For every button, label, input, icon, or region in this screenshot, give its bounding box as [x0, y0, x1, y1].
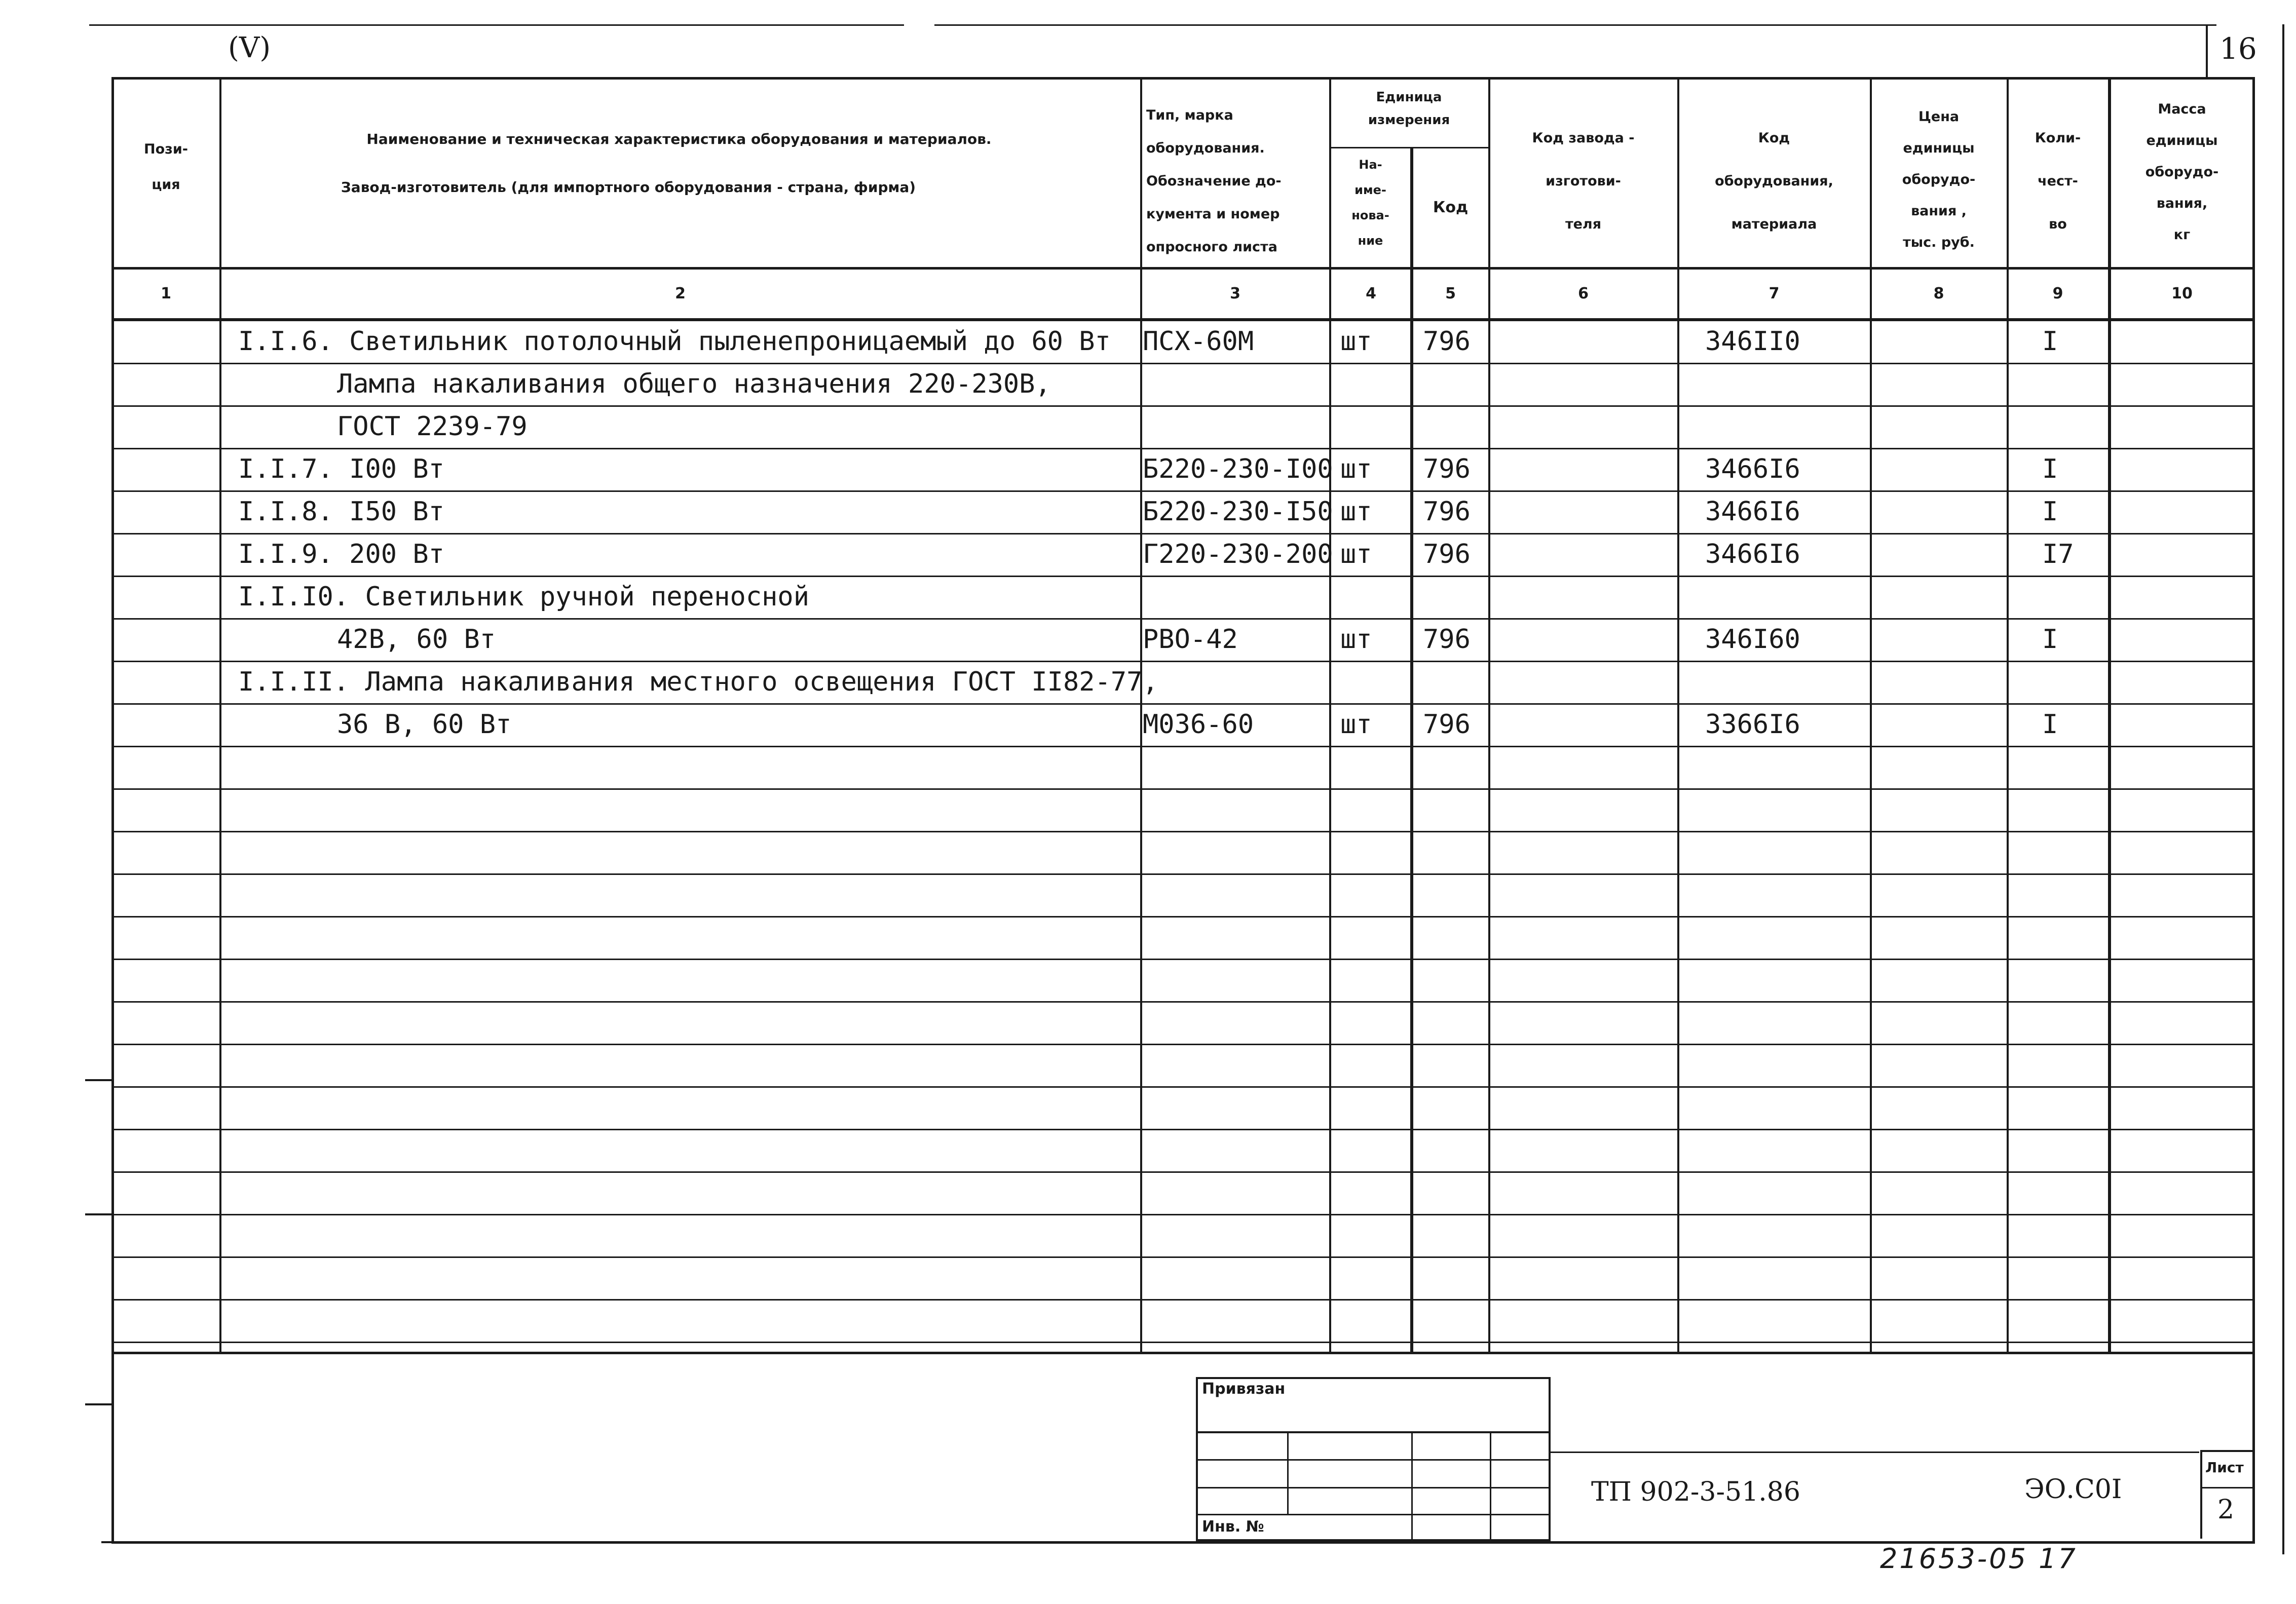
row-rule	[111, 873, 2255, 875]
col-number-3: 3	[1230, 285, 1240, 302]
header-equipment-code-line2: оборудования,	[1715, 173, 1833, 189]
row-equipment-code: 3466I6	[1705, 454, 1800, 484]
header-plant-code-line3: теля	[1565, 216, 1602, 232]
stamp-inv-label: Инв. №	[1202, 1518, 1264, 1536]
row-rule	[111, 831, 2255, 832]
header-unit-name-line1: На-	[1359, 158, 1382, 172]
header-mass-line5: кг	[2173, 227, 2191, 243]
row-type: Б220-230-I00	[1143, 454, 1333, 484]
header-price	[1872, 101, 2005, 258]
header-position	[114, 132, 218, 203]
row-rule	[111, 1214, 2255, 1215]
header-mass-line2: единицы	[2146, 133, 2218, 148]
row-quantity: I	[2042, 454, 2058, 484]
row-rule	[111, 1256, 2255, 1258]
row-quantity: I	[2042, 497, 2058, 527]
row-unit-code: 796	[1423, 326, 1471, 357]
col-number-8: 8	[1933, 285, 1944, 302]
row-equipment-code: 346II0	[1705, 326, 1800, 357]
col-number-7: 7	[1768, 285, 1780, 302]
margin-tick-2	[85, 1213, 111, 1215]
body-bottom-rule	[111, 1352, 2255, 1354]
header-equipment-code-line3: материала	[1731, 216, 1817, 232]
row-rule	[111, 1171, 2255, 1173]
row-unit-code: 796	[1423, 624, 1471, 655]
header-quantity-line1: Коли-	[2035, 130, 2081, 146]
header-mass	[2111, 94, 2253, 251]
row-quantity: I7	[2042, 539, 2074, 569]
col-number-10: 10	[2171, 285, 2193, 302]
stamp-rule-3	[1196, 1487, 1551, 1488]
row-rule	[111, 959, 2255, 960]
stamp-col-2	[1411, 1431, 1413, 1540]
col-number-1: 1	[161, 285, 171, 302]
col-number-4: 4	[1366, 285, 1376, 302]
row-description: I.I.6. Светильник потолочный пыленепроницаемый до 60 Вт	[238, 326, 1111, 357]
row-rule	[111, 1044, 2255, 1045]
sheet-number: 16	[2219, 31, 2257, 66]
header-price-line5: тыс. руб.	[1903, 235, 1975, 250]
top-rule-left	[89, 24, 904, 26]
header-bottom-rule	[111, 267, 2255, 270]
top-rule-right	[934, 24, 2216, 26]
row-unit: шт	[1340, 454, 1372, 484]
sheet-cell-rule	[2200, 1487, 2255, 1488]
stamp-rule-4	[1196, 1514, 1551, 1515]
row-description: I.I.7. I00 Вт	[238, 454, 444, 484]
header-description-line1: Наименование и техническая характеристика оборудования и материалов.	[366, 131, 992, 147]
header-unit-group	[1332, 86, 1486, 132]
title-block-rule	[1551, 1452, 2199, 1453]
row-description: 36 В, 60 Вт	[337, 709, 512, 740]
row-type: М036-60	[1143, 709, 1254, 740]
header-price-line4: вания ,	[1911, 203, 1967, 219]
row-rule	[111, 1001, 2255, 1003]
row-type: Г220-230-200	[1143, 539, 1333, 569]
right-outer-line	[2282, 24, 2284, 1554]
row-unit: шт	[1340, 497, 1372, 527]
row-rule	[111, 788, 2255, 790]
col-number-9: 9	[2052, 285, 2063, 302]
header-unit-group-line2: измерения	[1368, 112, 1450, 128]
row-unit: шт	[1340, 539, 1372, 569]
stamp-col-3	[1490, 1431, 1491, 1540]
row-unit: шт	[1340, 709, 1372, 740]
stamp-rule-1	[1196, 1431, 1551, 1433]
row-quantity: I	[2042, 624, 2058, 655]
header-quantity-line3: во	[2049, 216, 2067, 232]
header-price-line1: Цена	[1918, 109, 1960, 125]
corner-mark: (V)	[228, 31, 271, 64]
row-unit-code: 796	[1423, 454, 1471, 484]
header-quantity-line2: чест-	[2038, 173, 2078, 189]
header-position-line2: ция	[152, 177, 180, 193]
row-equipment-code: 3366I6	[1705, 709, 1800, 740]
stamp-bound-label: Привязан	[1202, 1380, 1286, 1398]
stamp-rule-2	[1196, 1459, 1551, 1461]
row-quantity: I	[2042, 326, 2058, 357]
margin-tick-3	[85, 1403, 111, 1405]
col-number-5: 5	[1445, 285, 1456, 302]
header-unit-name-line2: име-	[1354, 183, 1386, 197]
row-equipment-code: 3466I6	[1705, 539, 1800, 569]
row-unit: шт	[1340, 326, 1372, 357]
header-mass-line3: оборудо-	[2145, 164, 2219, 180]
row-equipment-code: 3466I6	[1705, 497, 1800, 527]
row-rule	[111, 1342, 2255, 1343]
row-description: I.I.II. Лампа накаливания местного освещения ГОСТ II82-77,	[238, 667, 1158, 697]
row-equipment-code: 346I60	[1705, 624, 1800, 655]
row-type: РВО-42	[1143, 624, 1238, 655]
header-position-line1: Пози-	[144, 141, 188, 157]
section-code: ЭО.С0I	[2024, 1474, 2122, 1505]
row-description: I.I.I0. Светильник ручной переносной	[238, 582, 810, 612]
header-mass-line4: вания,	[2156, 196, 2208, 211]
header-description-line2: Завод-изготовитель (для импортного оборудования - страна, фирма)	[341, 179, 916, 196]
row-quantity: I	[2042, 709, 2058, 740]
col-number-2: 2	[675, 285, 686, 302]
header-plant-code-line1: Код завода -	[1532, 130, 1635, 146]
header-type-line2: оборудования.	[1146, 140, 1265, 156]
row-description: ГОСТ 2239-79	[337, 411, 528, 442]
row-rule	[111, 746, 2255, 747]
header-mass-line1: Масса	[2158, 101, 2206, 117]
row-type: Б220-230-I50	[1143, 497, 1333, 527]
row-unit-code: 796	[1423, 497, 1471, 527]
header-plant-code-line2: изготови-	[1546, 173, 1621, 189]
row-description: I.I.9. 200 Вт	[238, 539, 444, 569]
row-description: 42В, 60 Вт	[337, 624, 496, 655]
row-rule	[111, 1129, 2255, 1130]
archive-number: 21653-05 17	[1880, 1543, 2078, 1575]
col-number-6: 6	[1578, 285, 1589, 302]
row-rule	[111, 1299, 2255, 1301]
row-description: I.I.8. I50 Вт	[238, 497, 444, 527]
header-price-line2: единицы	[1903, 140, 1975, 156]
row-unit-code: 796	[1423, 539, 1471, 569]
sheet-cell-number: 2	[2217, 1495, 2235, 1525]
header-equipment-code-line1: Код	[1758, 130, 1790, 146]
header-price-line3: оборудо-	[1902, 172, 1976, 187]
header-plant-code	[1491, 117, 1676, 246]
header-type	[1146, 99, 1329, 263]
header-unit-group-line1: Единица	[1376, 90, 1442, 105]
margin-tick-1	[85, 1079, 111, 1081]
row-rule	[111, 916, 2255, 918]
header-type-line3: Обозначение до-	[1146, 173, 1282, 189]
row-description: Лампа накаливания общего назначения 220-230В,	[337, 369, 1051, 399]
unit-group-rule	[1329, 147, 1488, 148]
header-unit-name-line3: нова-	[1351, 208, 1389, 222]
row-type: ПСХ-60М	[1143, 326, 1254, 357]
header-unit-name-line4: ние	[1358, 234, 1383, 248]
row-unit: шт	[1340, 624, 1372, 655]
row-rule	[111, 1086, 2255, 1088]
header-type-line1: Тип, марка	[1146, 107, 1233, 123]
header-equipment-code	[1680, 117, 1868, 246]
header-type-line4: кумента и номер	[1146, 206, 1280, 222]
header-quantity	[2009, 117, 2106, 246]
document-code: ТП 902-3-51.86	[1591, 1477, 1800, 1507]
header-unit-code: Код	[1433, 199, 1469, 216]
header-type-line5: опросного листа	[1146, 239, 1277, 255]
row-unit-code: 796	[1423, 709, 1471, 740]
stamp-col-1	[1287, 1431, 1289, 1514]
header-unit-name	[1331, 152, 1410, 253]
sheet-label: Лист	[2205, 1459, 2244, 1476]
